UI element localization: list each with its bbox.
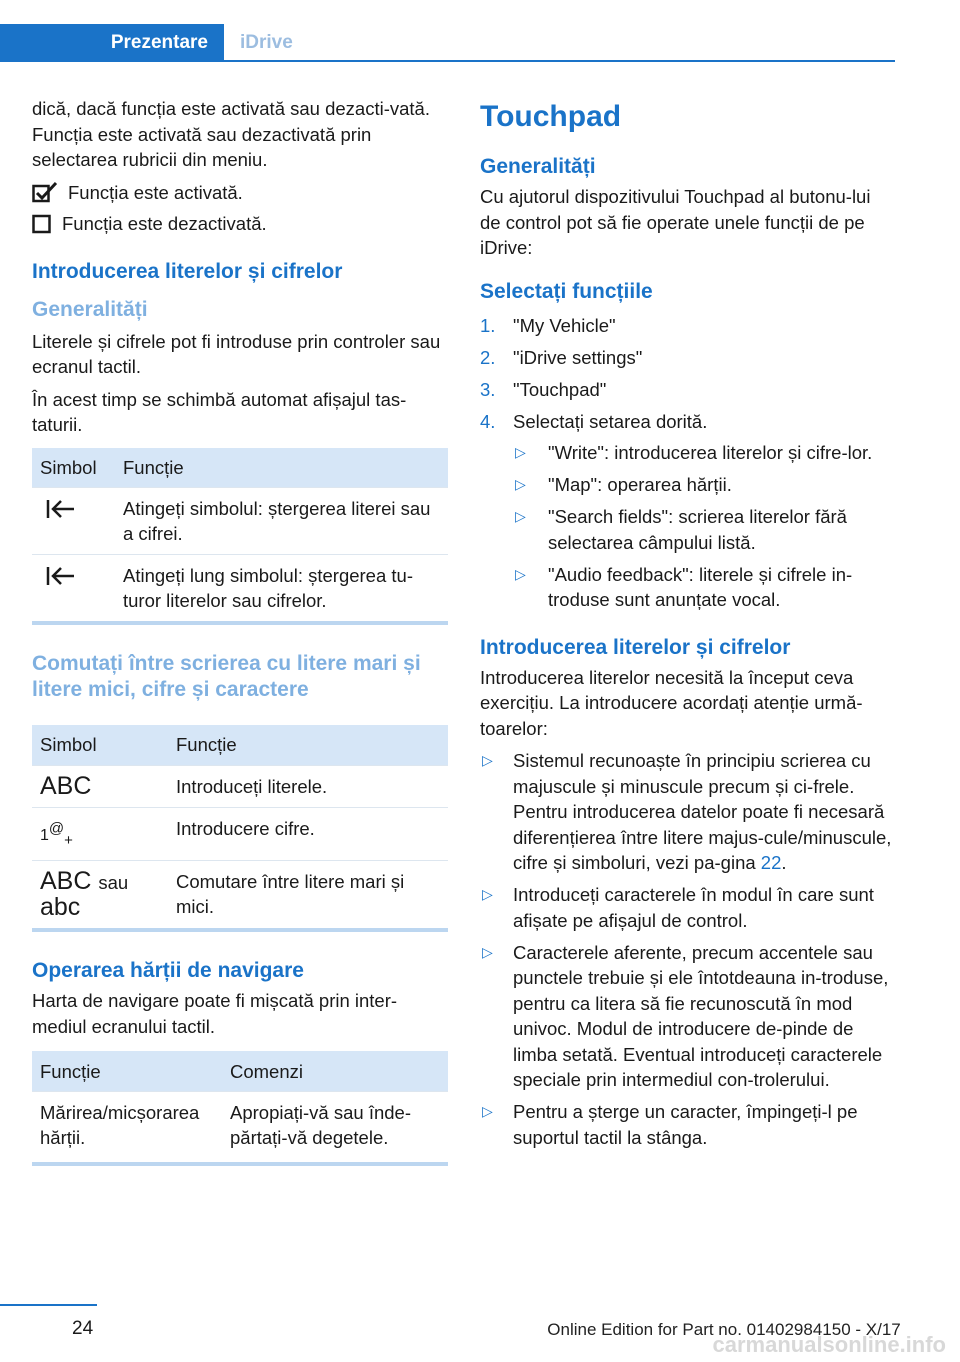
- list-item: ▷ "Write": introducerea literelor și cifre-lor.: [513, 440, 895, 466]
- sub-bullet-list: [513, 440, 895, 613]
- table-header-function: Funcție: [115, 448, 448, 488]
- bullet-triangle-icon: ▷: [515, 476, 526, 492]
- bullet-triangle-icon: ▷: [515, 508, 526, 524]
- general-paragraph-1: Literele și cifrele pot fi introduse prin controler sau ecranul tactil.: [32, 330, 441, 377]
- footer-rule: [0, 1304, 97, 1306]
- list-item: 2. "iDrive settings": [480, 346, 643, 368]
- table-row: [32, 488, 448, 555]
- symbol-table-keyboard: [32, 725, 448, 932]
- symbol-abc: ABC: [32, 765, 168, 807]
- title-touchpad: Touchpad: [480, 100, 622, 133]
- table-header-symbol: Simbol: [32, 448, 115, 488]
- left-column: [32, 96, 448, 1166]
- table-cell-command: Apropiați-vă sau înde-părtați-vă degetele.: [222, 1091, 448, 1164]
- table-row: [32, 1091, 448, 1164]
- right-column: [480, 98, 895, 1157]
- table-header-symbol: Simbol: [32, 725, 168, 765]
- table-row: [32, 807, 448, 861]
- check-off-line: [32, 211, 448, 237]
- list-item: 3. "Touchpad": [480, 378, 607, 400]
- table-header-commands: Comenzi: [222, 1051, 448, 1091]
- table-cell-function: Mărirea/micșorarea hărții.: [32, 1091, 222, 1164]
- map-paragraph: Harta de navigare poate fi mișcată prin inter-mediul ecranului tactil.: [32, 990, 398, 1037]
- bullet-triangle-icon: ▷: [482, 886, 493, 902]
- heading-select-functions: Selectați funcțiile: [480, 279, 653, 303]
- check-on-text: Funcția este activată.: [68, 181, 243, 203]
- tab-idrive[interactable]: iDrive: [240, 32, 293, 53]
- watermark: carmanualsonline.info: [712, 1332, 946, 1357]
- table-cell-function: Introduceți literele.: [168, 765, 448, 807]
- bullet-triangle-icon: ▷: [515, 444, 526, 460]
- page-number: 24: [72, 1318, 94, 1339]
- check-off-text: Funcția este dezactivată.: [62, 213, 267, 234]
- backspace-icon: [46, 498, 76, 520]
- list-item: ▷ "Map": operarea hărții.: [513, 472, 895, 498]
- table-row: [32, 861, 448, 931]
- symbol-table-delete: [32, 448, 448, 626]
- list-item: ▷ Introduceți caracterele în modul în care sunt afișate pe afișajul de control.: [482, 884, 874, 931]
- list-item: 1. "My Vehicle": [480, 314, 616, 336]
- symbol-numbers: $1^@_+$: [32, 807, 168, 861]
- map-table: [32, 1051, 448, 1166]
- edition-text: Online Edition for Part no. 01402984150 - X/17: [547, 1320, 901, 1339]
- bullet-triangle-icon: ▷: [515, 565, 526, 582]
- list-item: ▷ Caracterele aferente, precum accentele sau punctele trebuie și ele întotdeauna in-troduse, pentru ca litera să fie recunoscută în mod univoc. Modul de introducere de-pinde de limba setată. Eventual introduceți caracterele speciale prin intermediul con-trolerului.: [482, 941, 889, 1090]
- table-cell-function: Comutare între litere mari și mici.: [168, 861, 448, 931]
- table-cell-function: Atingeți simbolul: ștergerea literei sau a cifrei.: [115, 488, 448, 555]
- general-paragraph-2: În acest timp se schimbă automat afișajul tas-taturii.: [32, 388, 407, 435]
- table-cell-function: Atingeți lung simbolul: ștergerea tu-turor literelor sau cifrelor.: [115, 555, 448, 624]
- heading-letters: Introducerea literelor și cifrelor: [32, 259, 343, 283]
- heading-general: Generalități: [32, 297, 148, 321]
- heading-letters-right: Introducerea literelor și cifrelor: [480, 635, 791, 659]
- checkbox-checked-icon: [32, 181, 58, 203]
- backspace-icon: [46, 565, 76, 587]
- checkbox-empty-icon: [32, 214, 52, 234]
- table-cell-function: Introducere cifre.: [168, 807, 448, 861]
- bullet-triangle-icon: ▷: [482, 752, 493, 768]
- table-row: [32, 765, 448, 807]
- bullet-triangle-icon: ▷: [482, 1103, 493, 1119]
- intro-paragraph: dică, dacă funcția este activată sau dezacti-vată. Funcția este activată sau dezactivată prin selectarea rubricii din meniu.: [32, 98, 430, 170]
- heading-switch-case: Comutați între scrierea cu litere mari și litere mici, cifre și caractere: [32, 652, 421, 701]
- list-item: ▷ "Search fields": scrierea literelor fără selectarea câmpului listă.: [515, 506, 847, 553]
- heading-map: Operarea hărții de navigare: [32, 959, 304, 983]
- header-tabs: [0, 24, 895, 62]
- table-header-function: Funcție: [168, 725, 448, 765]
- table-row: [32, 555, 448, 624]
- general-paragraph-right: Cu ajutorul dispozitivului Touchpad al butonu-lui de control pot să fie operate unele funcții de pe iDrive:: [480, 186, 871, 258]
- list-item: ▷ "Audio feedback": literele și cifrele in-troduse sunt anunțate vocal.: [515, 563, 853, 610]
- table-header-function: Funcție: [32, 1051, 222, 1091]
- letters-bullet-list: [480, 748, 895, 1150]
- tab-prezentare[interactable]: Prezentare: [0, 24, 224, 62]
- steps-list: [480, 313, 895, 613]
- letters-paragraph: Introducerea literelor necesită la început ceva exercițiu. La introducere acordați atenție urmă-toarelor:: [480, 666, 863, 739]
- page-link[interactable]: 22: [760, 852, 782, 873]
- list-item: ▷ Pentru a șterge un caracter, împingeți-l pe suportul tactil la stânga.: [482, 1101, 858, 1148]
- list-item: 4. Selectați setarea dorită. ▷ "Write": introducerea literelor și cifre-lor. ▷ "Map": operarea hărții. ▷ "Search fields": scrierea literelor fără selectarea câmpului listă. ▷ "Audio feedback": literele și cifrele in-troduse sunt anunțate vocal.: [480, 409, 895, 613]
- symbol-abc-toggle: ABC sau abc: [32, 861, 168, 931]
- list-item: ▷ Sistemul recunoaște în principiu scrierea cu majuscule și minuscule precum și ci-frele. Pentru introducerea datelor poate fi necesară diferențierea între litere majus-cule/minuscule, cifre și simboluri, vezi pa-gina 22.: [482, 750, 892, 873]
- bullet-triangle-icon: ▷: [482, 943, 493, 960]
- check-on-line: [32, 180, 448, 206]
- heading-general-right: Generalități: [480, 155, 596, 178]
